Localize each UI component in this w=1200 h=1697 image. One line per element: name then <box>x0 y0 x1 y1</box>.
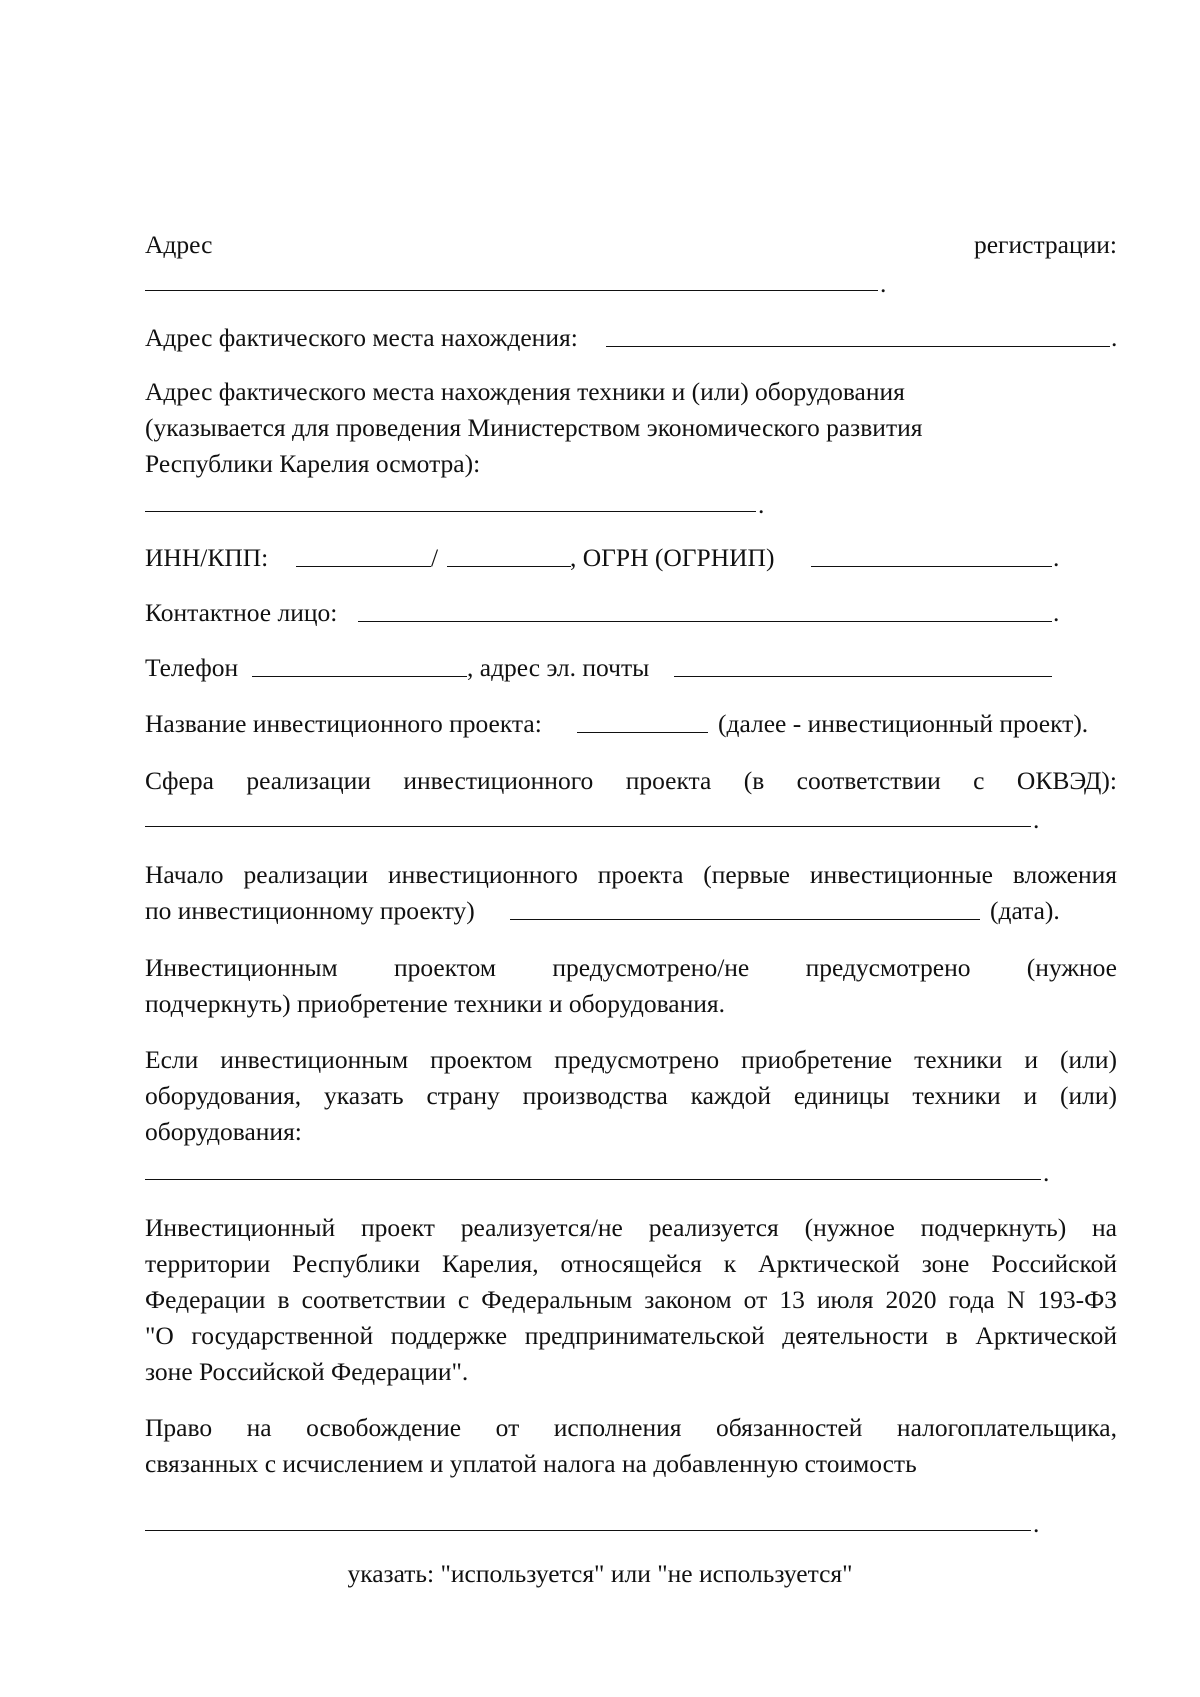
fact-label: Адрес фактического места нахождения: <box>145 323 578 352</box>
arctic-line-2: территории Республики Карелия, относящейся к Арктической зоне Российской <box>145 1249 1117 1278</box>
email-blank[interactable] <box>674 676 1052 677</box>
equip-line-2: (указывается для проведения Министерством экономического развития <box>145 413 923 442</box>
provided-line-2: подчеркнуть) приобретение техники и оборудования. <box>145 989 726 1018</box>
fact-blank[interactable] <box>606 346 1110 347</box>
equip-line-3: Республики Карелия осмотра): <box>145 449 481 478</box>
sphere-end: . <box>1033 805 1040 834</box>
phone-label: Телефон <box>145 653 239 682</box>
vat-line-2: связанных с исчислением и уплатой налога на добавленную стоимость <box>145 1449 917 1478</box>
sphere-blank[interactable] <box>145 826 1031 827</box>
project-blank[interactable] <box>577 732 708 733</box>
contact-end: . <box>1053 598 1060 627</box>
reg-label-left: Адрес <box>145 230 213 259</box>
inn-slash: / <box>431 543 439 572</box>
reg-end: . <box>880 269 887 298</box>
contact-blank[interactable] <box>358 621 1052 622</box>
vat-end: . <box>1033 1509 1040 1538</box>
start-line-2: по инвестиционному проекту) <box>145 896 475 925</box>
project-after: (далее - инвестиционный проект). <box>718 709 1089 738</box>
vat-hint: указать: "используется" или "не используется" <box>347 1559 853 1588</box>
phone-blank[interactable] <box>252 676 467 677</box>
provided-line-1: Инвестиционным проектом предусмотрено/не предусмотрено (нужное <box>145 953 1117 982</box>
vat-line-1: Право на освобождение от исполнения обязанностей налогоплательщика, <box>145 1413 1117 1442</box>
country-blank[interactable] <box>145 1179 1041 1180</box>
start-line-1: Начало реализации инвестиционного проекта (первые инвестиционные вложения <box>145 860 1117 889</box>
country-line-3: оборудования: <box>145 1117 302 1146</box>
ogrn-blank[interactable] <box>811 566 1052 567</box>
kpp-blank[interactable] <box>447 566 571 567</box>
fact-end: . <box>1111 323 1118 352</box>
sphere-text: Сфера реализации инвестиционного проекта (в соответствии с ОКВЭД): <box>145 766 1117 795</box>
equip-line-1: Адрес фактического места нахождения техники и (или) оборудования <box>145 377 905 406</box>
reg-label-right: регистрации: <box>973 230 1117 259</box>
vat-blank[interactable] <box>145 1530 1031 1531</box>
country-line-1: Если инвестиционным проектом предусмотрено приобретение техники и (или) <box>145 1045 1117 1074</box>
arctic-line-3: Федерации в соответствии с Федеральным законом от 13 июля 2020 года N 193-ФЗ <box>145 1285 1117 1314</box>
inn-blank[interactable] <box>296 566 431 567</box>
country-end: . <box>1043 1158 1050 1187</box>
arctic-line-4: "О государственной поддержке предпринимательской деятельности в Арктической <box>145 1321 1117 1350</box>
email-label: , адрес эл. почты <box>467 653 650 682</box>
contact-label: Контактное лицо: <box>145 598 338 627</box>
arctic-line-5: зоне Российской Федерации". <box>145 1357 469 1386</box>
ogrn-label: , ОГРН (ОГРНИП) <box>570 543 775 572</box>
arctic-line-1: Инвестиционный проект реализуется/не реализуется (нужное подчеркнуть) на <box>145 1213 1117 1242</box>
country-line-2: оборудования, указать страну производства каждой единицы техники и (или) <box>145 1081 1117 1110</box>
equip-blank[interactable] <box>145 511 756 512</box>
project-label: Название инвестиционного проекта: <box>145 709 542 738</box>
start-date-blank[interactable] <box>510 919 980 920</box>
equip-end: . <box>758 490 765 519</box>
start-date-label: (дата). <box>990 896 1060 925</box>
inn-end: . <box>1053 543 1060 572</box>
inn-label: ИНН/КПП: <box>145 543 269 572</box>
reg-blank[interactable] <box>145 290 878 291</box>
